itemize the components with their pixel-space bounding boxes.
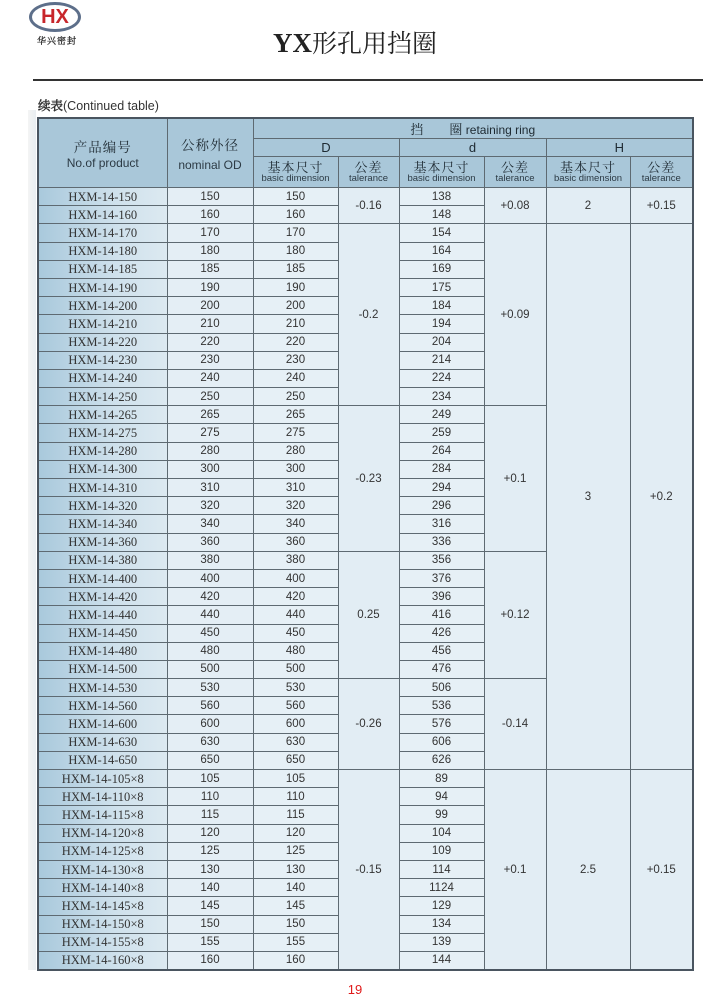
nominal-od-cell: 145 (167, 897, 253, 915)
D-basic-cell: 150 (253, 915, 338, 933)
nominal-od-cell: 240 (167, 369, 253, 387)
D-basic-cell: 110 (253, 788, 338, 806)
nominal-od-cell: 105 (167, 770, 253, 788)
d-tolerance-cell: +0.1 (484, 770, 546, 971)
D-basic-cell: 120 (253, 824, 338, 842)
product-number-cell: HXM-14-170 (38, 224, 167, 242)
D-basic-cell: 300 (253, 460, 338, 478)
D-basic-cell: 115 (253, 806, 338, 824)
header-tol-zh: 公差 (354, 159, 383, 175)
D-basic-cell: 500 (253, 660, 338, 678)
d-basic-cell: 536 (399, 697, 484, 715)
product-number-cell: HXM-14-180 (38, 242, 167, 260)
nominal-od-cell: 530 (167, 679, 253, 697)
nominal-od-cell: 220 (167, 333, 253, 351)
d-tolerance-cell: +0.12 (484, 551, 546, 678)
d-basic-cell: 606 (399, 733, 484, 751)
D-tolerance-cell: -0.23 (338, 406, 399, 552)
header-nominal-od-en: nominal OD (178, 158, 242, 172)
header-D-basic (253, 157, 338, 188)
product-number-cell: HXM-14-280 (38, 442, 167, 460)
d-basic-cell: 506 (399, 679, 484, 697)
d-basic-cell: 356 (399, 551, 484, 569)
d-basic-cell: 376 (399, 569, 484, 587)
header-group-d: d (399, 139, 546, 157)
table-body (38, 188, 693, 971)
d-basic-cell: 224 (399, 369, 484, 387)
product-number-cell: HXM-14-150 (38, 188, 167, 206)
D-basic-cell: 145 (253, 897, 338, 915)
d-basic-cell: 109 (399, 842, 484, 860)
nominal-od-cell: 160 (167, 951, 253, 970)
d-basic-cell: 626 (399, 751, 484, 769)
product-number-cell: HXM-14-120×8 (38, 824, 167, 842)
header-product-no-en: No.of product (66, 156, 139, 170)
page-number: 19 (347, 982, 363, 997)
header-nominal-od-zh: 公称外径 (181, 138, 239, 153)
nominal-od-cell: 630 (167, 733, 253, 751)
d-basic-cell: 184 (399, 297, 484, 315)
nominal-od-cell: 500 (167, 660, 253, 678)
d-basic-cell: 169 (399, 260, 484, 278)
d-basic-cell: 316 (399, 515, 484, 533)
product-number-cell: HXM-14-380 (38, 551, 167, 569)
d-basic-cell: 1124 (399, 879, 484, 897)
nominal-od-cell: 310 (167, 479, 253, 497)
product-number-cell: HXM-14-630 (38, 733, 167, 751)
nominal-od-cell: 190 (167, 278, 253, 296)
d-basic-cell: 164 (399, 242, 484, 260)
D-tolerance-cell: 0.25 (338, 551, 399, 678)
page-title-zh: 形孔用挡圈 (311, 29, 437, 58)
page-title (0, 24, 710, 60)
D-basic-cell: 190 (253, 278, 338, 296)
nominal-od-cell: 210 (167, 315, 253, 333)
D-basic-cell: 180 (253, 242, 338, 260)
scan-shadow (28, 110, 36, 970)
H-basic-cell: 3 (546, 224, 630, 770)
product-number-cell: HXM-14-265 (38, 406, 167, 424)
d-basic-cell: 259 (399, 424, 484, 442)
d-basic-cell: 148 (399, 206, 484, 224)
d-basic-cell: 249 (399, 406, 484, 424)
D-basic-cell: 450 (253, 624, 338, 642)
nominal-od-cell: 360 (167, 533, 253, 551)
D-basic-cell: 480 (253, 642, 338, 660)
product-number-cell: HXM-14-400 (38, 569, 167, 587)
nominal-od-cell: 320 (167, 497, 253, 515)
d-tolerance-cell: +0.08 (484, 188, 546, 224)
H-tolerance-cell: +0.15 (630, 188, 693, 224)
d-tolerance-cell: -0.14 (484, 679, 546, 770)
product-number-cell: HXM-14-340 (38, 515, 167, 533)
nominal-od-cell: 115 (167, 806, 253, 824)
D-basic-cell: 420 (253, 588, 338, 606)
product-number-cell: HXM-14-220 (38, 333, 167, 351)
D-basic-cell: 380 (253, 551, 338, 569)
d-basic-cell: 139 (399, 933, 484, 951)
product-number-cell: HXM-14-250 (38, 388, 167, 406)
D-basic-cell: 160 (253, 206, 338, 224)
header-tol-en: talerance (641, 172, 681, 184)
product-number-cell: HXM-14-600 (38, 715, 167, 733)
header-basic-zh: 基本尺寸 (559, 159, 616, 175)
header-tol-en: talerance (495, 172, 535, 184)
nominal-od-cell: 340 (167, 515, 253, 533)
product-number-cell: HXM-14-125×8 (38, 842, 167, 860)
D-basic-cell: 340 (253, 515, 338, 533)
product-number-cell: HXM-14-230 (38, 351, 167, 369)
D-basic-cell: 130 (253, 860, 338, 878)
D-basic-cell: 360 (253, 533, 338, 551)
header-divider (33, 79, 703, 81)
D-basic-cell: 310 (253, 479, 338, 497)
D-basic-cell: 250 (253, 388, 338, 406)
nominal-od-cell: 150 (167, 188, 253, 206)
D-basic-cell: 155 (253, 933, 338, 951)
logo-company-name: 华兴密封 (36, 37, 77, 47)
D-basic-cell: 150 (253, 188, 338, 206)
page-title-latin: YX (272, 28, 312, 58)
header-retaining-ring-zh1: 挡 (410, 122, 424, 137)
D-basic-cell: 275 (253, 424, 338, 442)
D-basic-cell: 650 (253, 751, 338, 769)
d-basic-cell: 576 (399, 715, 484, 733)
nominal-od-cell: 265 (167, 406, 253, 424)
product-number-cell: HXM-14-300 (38, 460, 167, 478)
d-basic-cell: 264 (399, 442, 484, 460)
product-number-cell: HXM-14-420 (38, 588, 167, 606)
H-basic-cell: 2.5 (546, 770, 630, 971)
H-tolerance-cell: +0.2 (630, 224, 693, 770)
product-number-cell: HXM-14-500 (38, 660, 167, 678)
nominal-od-cell: 440 (167, 606, 253, 624)
product-number-cell: HXM-14-650 (38, 751, 167, 769)
header-basic-en: basic dimension (553, 172, 623, 184)
product-number-cell: HXM-14-480 (38, 642, 167, 660)
header-product-no-zh: 产品编号 (73, 140, 132, 155)
product-number-cell: HXM-14-275 (38, 424, 167, 442)
D-basic-cell: 220 (253, 333, 338, 351)
nominal-od-cell: 250 (167, 388, 253, 406)
header-retaining-ring-en: retaining ring (465, 123, 536, 137)
header-group-H: H (546, 139, 693, 157)
table-caption (38, 96, 159, 114)
d-basic-cell: 204 (399, 333, 484, 351)
header-tol-zh: 公差 (647, 159, 676, 175)
logo-mark: HX (41, 6, 69, 28)
D-basic-cell: 560 (253, 697, 338, 715)
nominal-od-cell: 160 (167, 206, 253, 224)
product-number-cell: HXM-14-155×8 (38, 933, 167, 951)
product-number-cell: HXM-14-185 (38, 260, 167, 278)
nominal-od-cell: 125 (167, 842, 253, 860)
d-basic-cell: 99 (399, 806, 484, 824)
header-basic-zh: 基本尺寸 (413, 159, 470, 175)
d-basic-cell: 89 (399, 770, 484, 788)
D-basic-cell: 160 (253, 951, 338, 970)
D-basic-cell: 170 (253, 224, 338, 242)
product-number-cell: HXM-14-200 (38, 297, 167, 315)
product-number-cell: HXM-14-150×8 (38, 915, 167, 933)
header-D-tolerance (338, 157, 399, 188)
table-row (38, 224, 693, 242)
d-basic-cell: 114 (399, 860, 484, 878)
d-basic-cell: 175 (399, 278, 484, 296)
D-basic-cell: 600 (253, 715, 338, 733)
nominal-od-cell: 450 (167, 624, 253, 642)
D-basic-cell: 105 (253, 770, 338, 788)
D-basic-cell: 440 (253, 606, 338, 624)
D-basic-cell: 265 (253, 406, 338, 424)
product-number-cell: HXM-14-240 (38, 369, 167, 387)
nominal-od-cell: 600 (167, 715, 253, 733)
header-d-tolerance (484, 157, 546, 188)
D-basic-cell: 200 (253, 297, 338, 315)
D-basic-cell: 230 (253, 351, 338, 369)
d-basic-cell: 94 (399, 788, 484, 806)
D-basic-cell: 400 (253, 569, 338, 587)
nominal-od-cell: 275 (167, 424, 253, 442)
d-basic-cell: 104 (399, 824, 484, 842)
D-tolerance-cell: -0.16 (338, 188, 399, 224)
D-basic-cell: 210 (253, 315, 338, 333)
header-group-D: D (253, 139, 399, 157)
nominal-od-cell: 140 (167, 879, 253, 897)
product-number-cell: HXM-14-440 (38, 606, 167, 624)
product-number-cell: HXM-14-160 (38, 206, 167, 224)
product-number-cell: HXM-14-360 (38, 533, 167, 551)
d-tolerance-cell: +0.09 (484, 224, 546, 406)
nominal-od-cell: 170 (167, 224, 253, 242)
nominal-od-cell: 280 (167, 442, 253, 460)
d-basic-cell: 336 (399, 533, 484, 551)
product-number-cell: HXM-14-160×8 (38, 951, 167, 970)
d-basic-cell: 138 (399, 188, 484, 206)
nominal-od-cell: 155 (167, 933, 253, 951)
header-d-basic (399, 157, 484, 188)
product-number-cell: HXM-14-190 (38, 278, 167, 296)
d-basic-cell: 194 (399, 315, 484, 333)
d-basic-cell: 396 (399, 588, 484, 606)
product-number-cell: HXM-14-320 (38, 497, 167, 515)
product-number-cell: HXM-14-105×8 (38, 770, 167, 788)
H-basic-cell: 2 (546, 188, 630, 224)
d-basic-cell: 294 (399, 479, 484, 497)
D-basic-cell: 320 (253, 497, 338, 515)
d-basic-cell: 476 (399, 660, 484, 678)
D-basic-cell: 125 (253, 842, 338, 860)
table-caption-en: (Continued table) (63, 99, 159, 113)
d-tolerance-cell: +0.1 (484, 406, 546, 552)
header-retaining-ring-zh2: 圈 (449, 122, 463, 137)
D-basic-cell: 530 (253, 679, 338, 697)
product-number-cell: HXM-14-560 (38, 697, 167, 715)
nominal-od-cell: 230 (167, 351, 253, 369)
product-number-cell: HXM-14-115×8 (38, 806, 167, 824)
d-basic-cell: 416 (399, 606, 484, 624)
nominal-od-cell: 150 (167, 915, 253, 933)
header-product-no (38, 118, 167, 188)
nominal-od-cell: 300 (167, 460, 253, 478)
product-number-cell: HXM-14-530 (38, 679, 167, 697)
d-basic-cell: 214 (399, 351, 484, 369)
retaining-ring-spec-table (37, 117, 694, 971)
product-number-cell: HXM-14-130×8 (38, 860, 167, 878)
nominal-od-cell: 180 (167, 242, 253, 260)
D-tolerance-cell: -0.2 (338, 224, 399, 406)
table-row (38, 770, 693, 788)
d-basic-cell: 426 (399, 624, 484, 642)
product-number-cell: HXM-14-210 (38, 315, 167, 333)
table-row (38, 188, 693, 206)
d-basic-cell: 144 (399, 951, 484, 970)
nominal-od-cell: 110 (167, 788, 253, 806)
header-basic-en: basic dimension (407, 172, 476, 184)
D-tolerance-cell: -0.15 (338, 770, 399, 971)
table-caption-zh: 续表 (38, 99, 64, 113)
D-basic-cell: 630 (253, 733, 338, 751)
nominal-od-cell: 650 (167, 751, 253, 769)
d-basic-cell: 456 (399, 642, 484, 660)
d-basic-cell: 154 (399, 224, 484, 242)
D-basic-cell: 140 (253, 879, 338, 897)
nominal-od-cell: 200 (167, 297, 253, 315)
header-H-tolerance (630, 157, 693, 188)
header-nominal-od (167, 118, 253, 188)
header-H-basic (546, 157, 630, 188)
d-basic-cell: 234 (399, 388, 484, 406)
d-basic-cell: 129 (399, 897, 484, 915)
d-basic-cell: 296 (399, 497, 484, 515)
D-basic-cell: 185 (253, 260, 338, 278)
product-number-cell: HXM-14-310 (38, 479, 167, 497)
nominal-od-cell: 560 (167, 697, 253, 715)
header-tol-zh: 公差 (500, 159, 529, 175)
nominal-od-cell: 480 (167, 642, 253, 660)
header-tol-en: talerance (348, 172, 389, 184)
header-basic-zh: 基本尺寸 (267, 159, 324, 175)
H-tolerance-cell: +0.15 (630, 770, 693, 971)
D-tolerance-cell: -0.26 (338, 679, 399, 770)
d-basic-cell: 284 (399, 460, 484, 478)
nominal-od-cell: 120 (167, 824, 253, 842)
nominal-od-cell: 380 (167, 551, 253, 569)
product-number-cell: HXM-14-110×8 (38, 788, 167, 806)
product-number-cell: HXM-14-145×8 (38, 897, 167, 915)
D-basic-cell: 280 (253, 442, 338, 460)
nominal-od-cell: 400 (167, 569, 253, 587)
header-basic-en: basic dimension (261, 172, 330, 184)
D-basic-cell: 240 (253, 369, 338, 387)
header-retaining-ring (253, 118, 693, 139)
product-number-cell: HXM-14-140×8 (38, 879, 167, 897)
nominal-od-cell: 130 (167, 860, 253, 878)
product-number-cell: HXM-14-450 (38, 624, 167, 642)
nominal-od-cell: 420 (167, 588, 253, 606)
d-basic-cell: 134 (399, 915, 484, 933)
nominal-od-cell: 185 (167, 260, 253, 278)
